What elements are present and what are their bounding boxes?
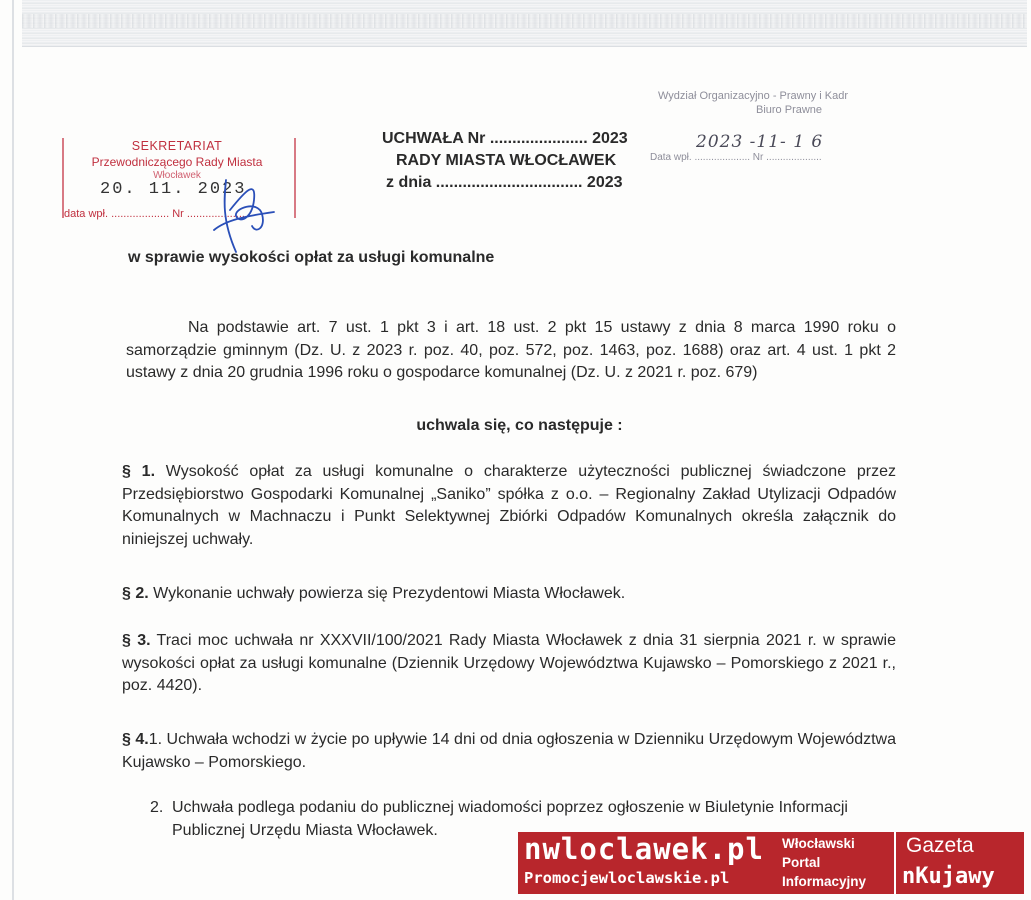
banner-portal-line3: Informacyjny (782, 874, 867, 889)
banner-site: nwloclawek.pl (524, 832, 764, 866)
section-4-text: 1. Uchwała wchodzi w życie po upływie 14 dni od dnia ogłoszenia w Dzienniku Urzędowym Województwa Kujawsko – Pomorskiego. (122, 731, 897, 771)
secretariat-stamp-subtitle: Przewodniczącego Rady Miasta (91, 155, 263, 169)
preamble: Na podstawie art. 7 ust. 1 pkt 3 i art. 18 ust. 2 pkt 15 ustawy z dnia 8 marca 1990 roku o samorządzie gminnym (Dz. U. z 2023 r. poz. 40, poz. 572, poz. 1463, poz. 1688) oraz art. 4 ust. 1 pkt 2 ustawy z dnia 20 grudnia 1996 roku o gospodarce komunalnej (Dz. U. z 2021 r. poz. 679) (126, 319, 896, 381)
banner-portal (782, 834, 866, 891)
legal-office-stamp (650, 90, 890, 180)
point-2-line2: Publicznej Urzędu Miasta Włocławek. (172, 821, 438, 839)
banner-promo: Promocjewloclawskie.pl (524, 869, 730, 887)
section-2-text: Wykonanie uchwały powierza się Prezydentowi Miasta Włocławek. (148, 585, 626, 602)
legal-stamp-dept: Wydział Organizacyjno - Prawny i Kadr (658, 90, 849, 102)
banner-portal-line2: Portal (782, 855, 821, 870)
legal-stamp-date: 2023 -11- 1 6 (696, 132, 824, 152)
section-1 (122, 461, 896, 551)
section-4-label: § 4. (122, 731, 149, 748)
secretariat-stamp-date: 20. 11. 2023 (100, 180, 247, 199)
section-3 (122, 630, 896, 698)
signature (196, 170, 286, 260)
section-3-label: § 3. (122, 632, 151, 649)
secretariat-stamp-title: SEKRETARIAT (131, 139, 223, 153)
legal-stamp-entry-line: Data wpł. .................... Nr .................... (650, 152, 822, 163)
resolution-number: UCHWAŁA Nr ...................... 2023 (382, 130, 628, 147)
banner-divider (894, 832, 896, 894)
section-2-label: § 2. (122, 585, 149, 602)
section-2 (122, 583, 896, 606)
secretariat-stamp-city: Włocławek (153, 170, 201, 181)
point-2-line1: Uchwała podlega podaniu do publicznej wiadomości poprzez ogłoszenie w Biuletynie Informacji (172, 799, 848, 816)
banner-gazeta: Gazeta (906, 834, 974, 857)
resolves-heading: uchwala się, co następuje : (416, 417, 623, 434)
banner-nkujawy: nKujawy (902, 864, 995, 889)
banner-portal-line1: Włocławski (782, 836, 855, 851)
resolution-subject: w sprawie wysokości opłat za usługi komunalne (128, 249, 495, 266)
resolution-date: z dnia ................................. 2023 (386, 174, 623, 191)
scan-edge (12, 0, 14, 900)
secretariat-stamp-entry-line: data wpł. ................... Nr ................... (64, 208, 245, 220)
watermark-banner (518, 832, 1024, 894)
section-3-text: Traci moc uchwała nr XXXVII/100/2021 Rady Miasta Włocławek z dnia 31 sierpnia 2021 r. w sprawie wysokości opłat za usługi komunalne (Dziennik Urzędowy Województwa Kujawsko – Pomorskiego z 2021 r., poz. 4420). (122, 632, 897, 694)
legal-stamp-office: Biuro Prawne (756, 104, 823, 116)
scan-header-noise (22, 0, 1027, 47)
point-2-number: 2. (150, 799, 164, 816)
section-1-label: § 1. (122, 463, 156, 480)
section-4 (122, 729, 896, 774)
resolution-council: RADY MIASTA WŁOCŁAWEK (396, 152, 617, 169)
section-1-text: Wysokość opłat za usługi komunalne o charakterze użyteczności publicznej świadczone przez Przedsiębiorstwo Gospodarki Komunalnej „Saniko” spółka z o.o. – Regionalny Zakład Utylizacji Odpadów Komunalnych w Machnaczu i Punkt Selektywnej Zbiórki Odpadów Komunalnych określa załącznik do niniejszej uchwały. (122, 463, 897, 548)
